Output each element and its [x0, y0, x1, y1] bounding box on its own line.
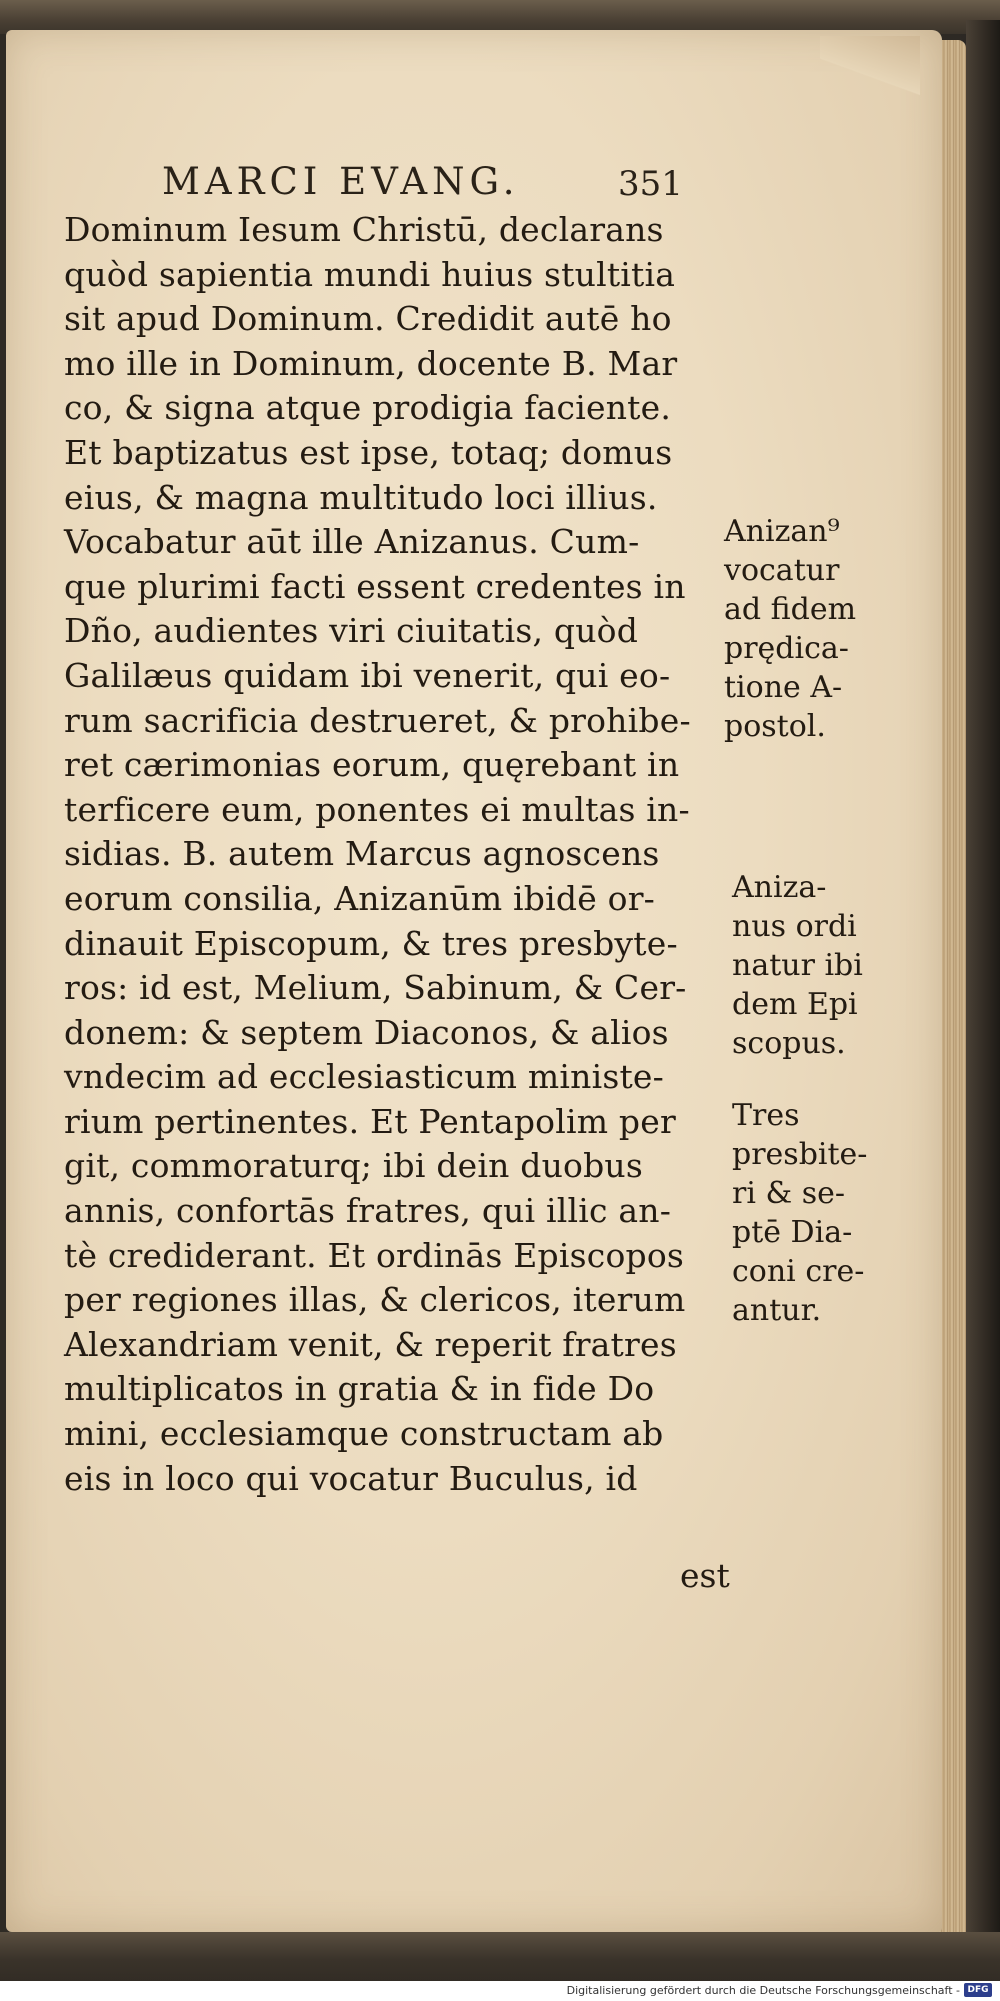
folded-corner	[820, 36, 920, 106]
text-line: vndecim ad ecclesiasticum ministe-	[64, 1057, 664, 1097]
body-text	[64, 208, 744, 1501]
text-line: ret cærimonias eorum, quęrebant in	[64, 745, 680, 785]
text-line: eis in loco qui vocatur Buculus, id	[64, 1458, 638, 1498]
margin-note-line: coni cre-	[732, 1254, 865, 1289]
text-line: eius, & magna multitudo loci illius.	[64, 477, 658, 517]
text-line: dinauit Episcopum, & tres presbyte-	[64, 923, 678, 963]
margin-note-line: ad fidem	[724, 592, 857, 627]
running-head: MARCI EVANG.	[162, 160, 520, 203]
margin-note-line: antur.	[732, 1293, 822, 1328]
text-line: eorum consilia, Anizanūm ibidē or-	[64, 878, 656, 918]
text-line: Galilæus quidam ibi venerit, qui eo-	[64, 655, 671, 695]
margin-note-anizanus-called	[724, 512, 856, 746]
margin-note-line: vocatur	[724, 553, 840, 588]
book-top-edge	[0, 0, 1000, 34]
margin-note-line: nus ordi	[732, 909, 857, 944]
text-line: donem: & septem Diaconos, & alios	[64, 1012, 669, 1052]
show-through-text	[110, 1580, 119, 1613]
text-line: que plurimi facti essent credentes in	[64, 566, 686, 606]
book-binding	[966, 20, 1000, 1980]
text-line: quòd sapientia mundi huius stultitia	[64, 254, 676, 294]
text-line: Et baptizatus est ipse, totaq; domus	[64, 432, 673, 472]
margin-note-line: dem Epi	[732, 987, 858, 1022]
margin-note-line: postol.	[724, 709, 826, 744]
margin-note-line: natur ibi	[732, 948, 863, 983]
text-line: sidias. B. autem Marcus agnoscens	[64, 834, 660, 874]
margin-note-line: Tres	[732, 1098, 800, 1133]
margin-note-anizanus-ordained	[732, 868, 863, 1063]
text-line: terficere eum, ponentes ei multas in-	[64, 789, 690, 829]
margin-note-line: Anizan⁹	[724, 514, 840, 549]
margin-note-line: presbite-	[732, 1137, 868, 1172]
text-line: per regiones illas, & clericos, iterum	[64, 1280, 686, 1320]
text-line: annis, confortās fratres, qui illic an-	[64, 1191, 672, 1231]
catchword: est	[680, 1556, 730, 1595]
funding-credit: Digitalisierung gefördert durch die Deutsche Forschungsgemeinschaft -	[566, 1984, 960, 1997]
margin-note-line: prędica-	[724, 631, 849, 666]
text-line: multiplicatos in gratia & in fide Do	[64, 1369, 655, 1409]
text-line: ros: id est, Melium, Sabinum, & Cer-	[64, 968, 687, 1008]
text-line: mini, ecclesiamque constructam ab	[64, 1414, 664, 1454]
text-line: Alexandriam venit, & reperit fratres	[64, 1324, 677, 1364]
margin-note-line: ri & se-	[732, 1176, 845, 1211]
page-number: 351	[618, 164, 683, 204]
text-line: co, & signa atque prodigia faciente.	[64, 388, 672, 428]
text-line: sit apud Dominum. Credidit autē ho	[64, 299, 672, 339]
margin-note-line: Aniza-	[732, 870, 827, 905]
text-line: mo ille in Dominum, docente B. Mar	[64, 343, 678, 383]
margin-note-line: scopus.	[732, 1026, 846, 1061]
text-line: Dominum Iesum Christū, declarans	[64, 210, 664, 249]
text-line: tè crediderant. Et ordinās Episcopos	[64, 1235, 685, 1275]
margin-note-line: tione A-	[724, 670, 843, 705]
text-line: rum sacrificia destrueret, & prohibe-	[64, 700, 691, 740]
margin-note-line: ptē Dia-	[732, 1215, 853, 1250]
dfg-logo: DFG	[964, 1983, 992, 1997]
margin-note-presbyters-deacons	[732, 1096, 867, 1330]
text-line: Dño, audientes viri ciuitatis, quòd	[64, 611, 639, 651]
text-line: rium pertinentes. Et Pentapolim per	[64, 1101, 676, 1141]
text-line: git, commoraturq; ibi dein duobus	[64, 1146, 644, 1186]
text-line: Vocabatur aūt ille Anizanus. Cum-	[64, 522, 640, 562]
